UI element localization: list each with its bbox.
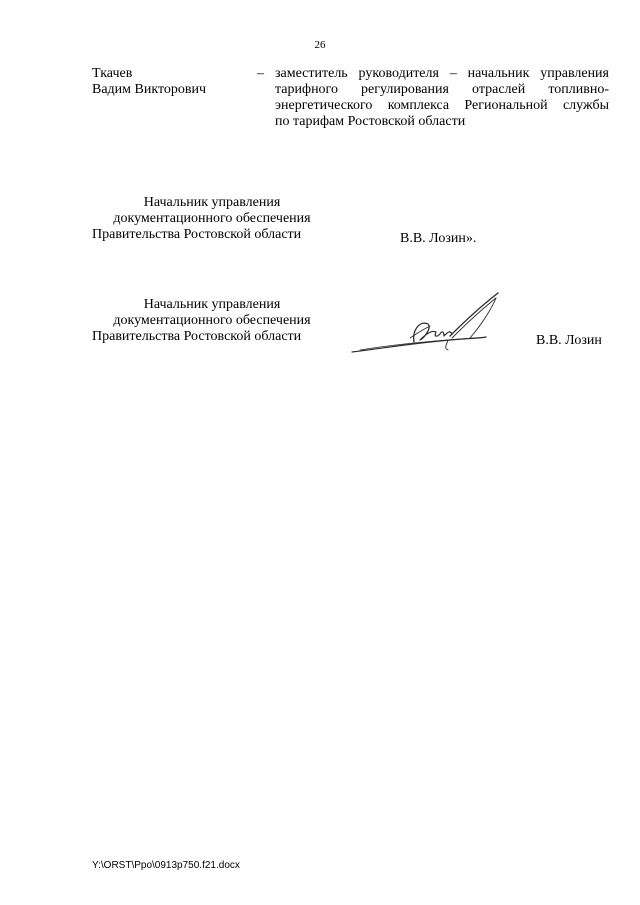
signatory-title [92, 195, 332, 243]
member-position-line: по тарифам Ростовской области [275, 114, 466, 129]
member-position-line: энергетического комплекса Региональной службы [275, 98, 609, 113]
signatory-title-line: Правительства Ростовской области [92, 227, 302, 242]
signatory-name: В.В. Лозин [536, 333, 602, 348]
member-surname: Ткачев [92, 66, 133, 81]
signatory-title-line: Начальник управления [143, 297, 281, 312]
member-position-line: заместитель руководителя – начальник управления [275, 66, 609, 81]
member-position [275, 66, 609, 130]
signatory-title [92, 297, 332, 345]
member-dash: – [257, 66, 264, 81]
footer-file-path: Y:\ORST\Ppo\0913p750.f21.docx [92, 860, 240, 871]
signatory-title-line: документационного обеспечения [113, 313, 311, 328]
signatory-title-line: Правительства Ростовской области [92, 329, 302, 344]
page-number: 26 [314, 39, 326, 51]
member-position-line: тарифного регулирования отраслей топливно- [275, 82, 609, 97]
member-name [92, 66, 252, 98]
handwritten-signature [350, 290, 502, 358]
signatory-title-line: Начальник управления [143, 195, 281, 210]
member-given-names: Вадим Викторович [92, 82, 207, 97]
signatory-name: В.В. Лозин». [400, 231, 477, 246]
signatory-title-line: документационного обеспечения [113, 211, 311, 226]
